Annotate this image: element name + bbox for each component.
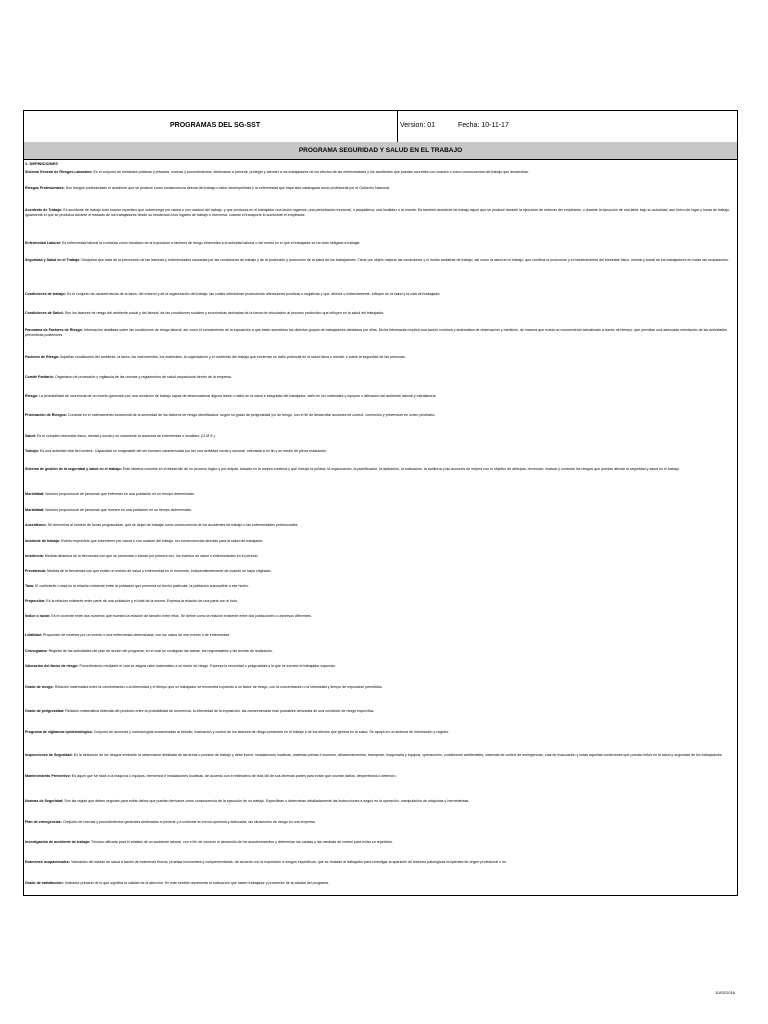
- definition-term: Índice o razón:: [25, 614, 51, 618]
- definition-item: [25, 375, 733, 380]
- definition-item: [25, 328, 733, 338]
- version-label: Version: 01: [400, 122, 436, 129]
- definition-term: Prevalencia:: [25, 569, 47, 573]
- definition-item: [25, 599, 733, 604]
- definition-term: Incidente de trabajo:: [25, 539, 61, 543]
- definition-text: Técnica utilizada para el análisis de un accidente laboral, con el fin de conocer el desarrollo de los acontecimientos y determinar las causas y las medidas de control para evitar su repetición.: [90, 840, 394, 844]
- definition-item: [25, 258, 733, 263]
- definition-text: Se denomina al número de horas programadas, que se dejan de trabajar como consecuencia de los accidentes de trabajo o las enfermedades profesionales.: [46, 523, 299, 527]
- definition-item: [25, 860, 733, 865]
- section-title: 1. DEFINICIONES: [25, 161, 58, 166]
- definition-text: Número proporcional de personas que mueren en una población en un tiempo determinado.: [44, 508, 193, 512]
- definition-term: Condiciones de Salud:: [25, 311, 64, 315]
- definition-item: [25, 186, 733, 191]
- definition-text: Son las reglas que deben seguirse para evitar daños que puedan derivarse como consecuencia de la ejecución de un trabajo. Especifican o determinan detalladamente las instrucciones a seguir en la operación, manipulación de máquinas y herramientas.: [63, 799, 470, 803]
- definition-term: Condiciones de trabajo:: [25, 292, 66, 296]
- definition-term: Riesgos Profesionales:: [25, 186, 65, 190]
- definition-term: Cronograma:: [25, 649, 48, 653]
- definition-term: Grado de satisfacción:: [25, 881, 64, 885]
- document-table: [23, 110, 738, 896]
- definition-text: Consiste en el ordenamiento secuencial de la severidad de los factores de riesgo identificados, según su grado de peligrosidad y/o de riesgo, con el fin de desarrollar acciones de control, corrección y prevención en orden prioritario.: [66, 413, 436, 417]
- definition-text: Conjunto de acciones y metodologías encaminadas al estudio, evaluación y control de los factores de riesgo presentes en el trabajo y de los efectos que genera en la salud. Se apoya en un sistema de información y registro.: [92, 730, 450, 734]
- definition-item: [25, 649, 733, 654]
- definition-term: Exámenes ocupacionales:: [25, 860, 70, 864]
- definition-text: Indicador primario de lo que significa la calidad de la atención. En este sentido representa la evaluación que hacen trabajador y proveedor de la calidad del programa.: [63, 881, 330, 885]
- definition-text: Evento imprevisto que sobreviene por causa o con ocasión del trabajo, sin consecuencias directas para la salud del trabajador.: [60, 539, 264, 543]
- definition-text: Medida dinámica de la frecuencia con que se presentan o inician por primera vez, los eventos de salud o enfermedades en el periodo.: [43, 554, 259, 558]
- definition-term: Mantenimiento Preventivo:: [25, 774, 71, 778]
- definition-item: [25, 730, 733, 735]
- definition-term: Accidente de Trabajo:: [25, 208, 63, 212]
- definition-text: Es el conjunto de entidades públicas y privadas, normas y procedimientos, destinados a prevenir, proteger y atender a los trabajadores de los efectos de las enfermedades y los accidentes que puedan ocurrirles con ocasión o como consecuencia del trabajo que desarrollan.: [92, 170, 530, 174]
- definition-term: Grado de peligrosidad:: [25, 709, 65, 713]
- definition-text: Número proporcional de personas que enferman en una población en un tiempo determinado.: [44, 492, 196, 496]
- definition-term: Investigación de accidente de trabajo:: [25, 840, 91, 844]
- definition-item: [25, 292, 733, 297]
- program-band: [24, 142, 737, 160]
- footer-date: 10/02/2016: [715, 990, 736, 995]
- definition-item: [25, 492, 733, 497]
- definition-text: Es una actividad vital del hombre. Capacidad no enajenable del ser humano caracterizada por ser una actividad social y racional, orientada a un fin y un medio de plena realización.: [38, 449, 328, 453]
- definition-item: [25, 840, 733, 845]
- definition-term: Morbilidad:: [25, 492, 45, 496]
- definition-text: Conjunto de normas y procedimientos generales destinados a prevenir y a controlar en forma oportuna y adecuada, las situaciones de riesgo en una empresa.: [61, 820, 316, 824]
- definition-term: Letalidad:: [25, 633, 42, 637]
- definition-text: Es el cociente entre dos números que muestra la relación de tamaño entre ellos. Se define como la relación existente entre dos poblaciones o universos diferentes.: [50, 614, 312, 618]
- definition-term: Riesgo:: [25, 394, 39, 398]
- definition-text: Relación matemática obtenida del producto entre la probabilidad de ocurrencia, la intensidad de la exposición, las consecuencias más probables derivadas de una condición de riesgo específica.: [64, 709, 375, 713]
- definition-text: Es la detección de los riesgos mediante la observación detallada de las áreas o puestos de trabajo y debe incluir: instalaciones locativas, materias primas e insumos, almacenamientos, transporte, maquinaria y equipos, operaciones, condiciones ambientales, sistemas de control de emergencias, vías de evacuación y todas aquellas condiciones que puedan influir en la salud y seguridad de los trabajadores.: [72, 753, 723, 757]
- definition-text: Relación matemática entre la concentración o la intensidad y el tiempo que un trabajador se encuentra expuesto a un factor de riesgo, con la concentración o la intensidad y tiempo de exposición permitidos.: [53, 685, 383, 689]
- definition-item: [25, 664, 733, 669]
- definition-text: Son riesgos profesionales el accidente que se produce como consecuencia directa del trabajo o labor desempeñada y la enfermedad que haya sido catalogada como profesional por el Gobierno Nacional.: [64, 186, 390, 190]
- definition-text: Proporción de muertes por un evento o una enfermedad determinada, con los casos de ese evento o de enfermedad.: [41, 633, 230, 637]
- definition-term: Programa de vigilancia epidemiológica:: [25, 730, 93, 734]
- definition-term: Priorización de Riesgos:: [25, 413, 67, 417]
- definition-text: El coeficiente o tasa es la relación existente entre la población que presenta un hecho particular, la población susceptible a ese hecho.: [34, 584, 250, 588]
- definition-text: Aquellas condiciones del ambiente, la tarea, los instrumentos, los materiales, la organización y el contenido del trabajo que encierran un daño potencial en la salud física o mental, o sobre la seguridad de las personas.: [59, 355, 406, 359]
- definition-item: [25, 413, 733, 418]
- definition-term: Trabajo:: [25, 449, 39, 453]
- definition-term: Sistema de gestión de la seguridad y salud en el trabajo:: [25, 467, 122, 471]
- definition-item: [25, 774, 733, 779]
- definition-term: Ausentismo:: [25, 523, 47, 527]
- definition-text: Registro de las actividades del plan de acción del programa, en el cual se consignan las tareas, los responsables y las fechas de realización.: [47, 649, 273, 653]
- definition-item: [25, 584, 733, 589]
- definition-text: Es enfermedad laboral la contraída como resultado de la exposición a factores de riesgo inherentes a la actividad laboral o del medio en el que el trabajador se ha visto obligado a trabajar.: [60, 241, 361, 245]
- definition-term: Mortalidad:: [25, 508, 45, 512]
- definition-term: Seguridad y Salud en el Trabajo:: [25, 258, 81, 262]
- definition-item: [25, 208, 733, 218]
- definition-item: [25, 449, 733, 454]
- definition-text: Es aquel que se hace a la máquina o equipos, elementos e instalaciones locativas, de acuerdo con el estimativo de vida útil de sus diversas partes para evitar que ocurran daños, desperfectos o deterioro.: [70, 774, 397, 778]
- definition-text: Son los factores de riesgo del ambiente social y del laboral, de las condiciones sociales y económicas derivadas de la forma de vinculación al proceso productivo que influyen en la salud del trabajador.: [63, 311, 384, 315]
- definition-item: [25, 311, 733, 316]
- definition-item: [25, 554, 733, 559]
- document-header: [24, 111, 737, 143]
- definition-text: Disciplina que trata de la prevención de las lesiones y enfermedades causadas por las condiciones de trabajo y de la protección y promoción de la salud de los trabajadores. Tiene por objeto mejorar las condiciones y el medio ambiente de trabajo, así como la salud en el trabajo, que conlleva la promoción y el mantenimiento del bienestar físico, mental y social de los trabajadores en todas las ocupaciones.: [80, 258, 729, 262]
- definition-term: Incidencia:: [25, 554, 44, 558]
- definition-term: Panorama de Factores de Riesgo:: [25, 328, 83, 332]
- definition-term: Tasa:: [25, 584, 35, 588]
- definition-text: Es accidente de trabajo todo suceso repentino que sobrevenga por causa o con ocasión del trabajo, y que produzca en el trabajador una lesión orgánica, una perturbación funcional, o psiquiátrica, una invalidez o la muerte. Es también accidente de trabajo aquel que se produce durante la ejecución de órdenes del empleador, o durante la ejecución de una labor bajo su autoridad, aún fuera del lugar y horas de trabajo. Igualmente el que se produzca durante el traslado de los trabajadores desde su residencia a los lugares de trabajo o viceversa, cuando el transporte lo suministre el empleador.: [25, 208, 731, 218]
- definition-term: Normas de Seguridad:: [25, 799, 64, 803]
- definition-text: Valoración del estado de salud a través de exámenes físicos, pruebas funcionales y complementarias, de acuerdo con la exposición a riesgos específicos, que se realizan al trabajador para investigar la aparición de lesiones patológicas incipientes de origen profesional o no.: [69, 860, 507, 864]
- definition-term: Factores de Riesgo:: [25, 355, 60, 359]
- definition-item: [25, 709, 733, 714]
- definition-term: Grado de riesgo:: [25, 685, 54, 689]
- program-title: PROGRAMA SEGURIDAD Y SALUD EN EL TRABAJO: [298, 147, 463, 154]
- definition-item: [25, 799, 733, 804]
- definition-term: Salud:: [25, 434, 36, 438]
- definition-text: Este sistema consiste en el desarrollo de un proceso lógico y por etapas, basado en la mejora continua y que incluye la política, la organización, la planificación, la aplicación, la evaluación, la auditoría y las acciones de mejora con el objetivo de anticipar, reconocer, evaluar y controlar los riesgos que puedan afectar la seguridad y salud en el trabajo.: [121, 467, 680, 471]
- definition-item: [25, 467, 733, 472]
- definition-item: [25, 685, 733, 690]
- definition-item: [25, 508, 733, 513]
- definition-item: [25, 241, 733, 246]
- definition-text: Procedimiento mediante el cual se asigna valor matemático a un factor de riesgo. Expresa la severidad o peligrosidad a la que se somete el trabajador expuesto.: [78, 664, 337, 668]
- definition-text: Es el conjunto de características de la tarea, del entorno y de la organización del trabajo, las cuales interactúan produciendo alteraciones positivas o negativas y que, directa o indirectamente, influyen en la salud y la vida del trabajador.: [65, 292, 441, 296]
- definition-text: Información detallada sobre las condiciones de riesgo laboral, así como el conocimiento de la exposición a que están sometidos los distintos grupos de trabajadores afectados por ellas. Dicha información implica una acción continua y sistemática de observación y medición, de manera que exista un conocimiento actualizado a través del tiempo, que permitan una adecuada orientación de las actividades preventivas posteriores.: [25, 328, 728, 338]
- definition-item: [25, 569, 733, 574]
- date-label: Fecha: 10-11-17: [458, 122, 509, 129]
- definition-term: Inspecciones de Seguridad:: [25, 753, 73, 757]
- definition-item: [25, 633, 733, 638]
- definition-item: [25, 881, 733, 886]
- definition-item: [25, 820, 733, 825]
- definition-item: [25, 753, 733, 758]
- definition-text: Es el completo bienestar físico, mental y social y no solamente la ausencia de enfermedad o invalidez. (O.M.S.).: [35, 434, 216, 438]
- definition-item: [25, 434, 733, 439]
- definition-item: [25, 355, 733, 360]
- definition-text: Medida de la frecuencia con que existe un evento de salud o enfermedad en el momento, independientemente de cuando se haya originado.: [46, 569, 272, 573]
- definition-item: [25, 539, 733, 544]
- definition-text: Es la relación existente entre parte de una población y el total de la misma. Expresa la relación de una parte con el todo.: [45, 599, 239, 603]
- definition-item: [25, 523, 733, 528]
- definition-item: [25, 614, 733, 619]
- definition-term: Enfermedad Laboral:: [25, 241, 61, 245]
- definition-text: La probabilidad de ocurrencia de un evento generado por una condición de trabajo capaz de desencadenar alguna lesión o daño en la salud e integridad del trabajador, daño en los materiales y equipos o alteración del ambiente laboral y extralaboral.: [38, 394, 437, 398]
- definition-term: Comité Paritario:: [25, 375, 54, 379]
- definition-term: Valoración del factor de riesgo:: [25, 664, 79, 668]
- definition-term: Sistema General de Riesgos Laborales:: [25, 170, 93, 174]
- definition-item: [25, 394, 733, 399]
- document-title: PROGRAMAS DEL SG-SST: [170, 122, 261, 129]
- definition-item: [25, 170, 733, 175]
- header-divider: [397, 111, 398, 142]
- definition-text: Organismo de promoción y vigilancia de las normas y reglamentos de salud ocupacional dentro de la empresa.: [53, 375, 232, 379]
- definition-term: Proporción:: [25, 599, 46, 603]
- definition-term: Plan de emergencias:: [25, 820, 62, 824]
